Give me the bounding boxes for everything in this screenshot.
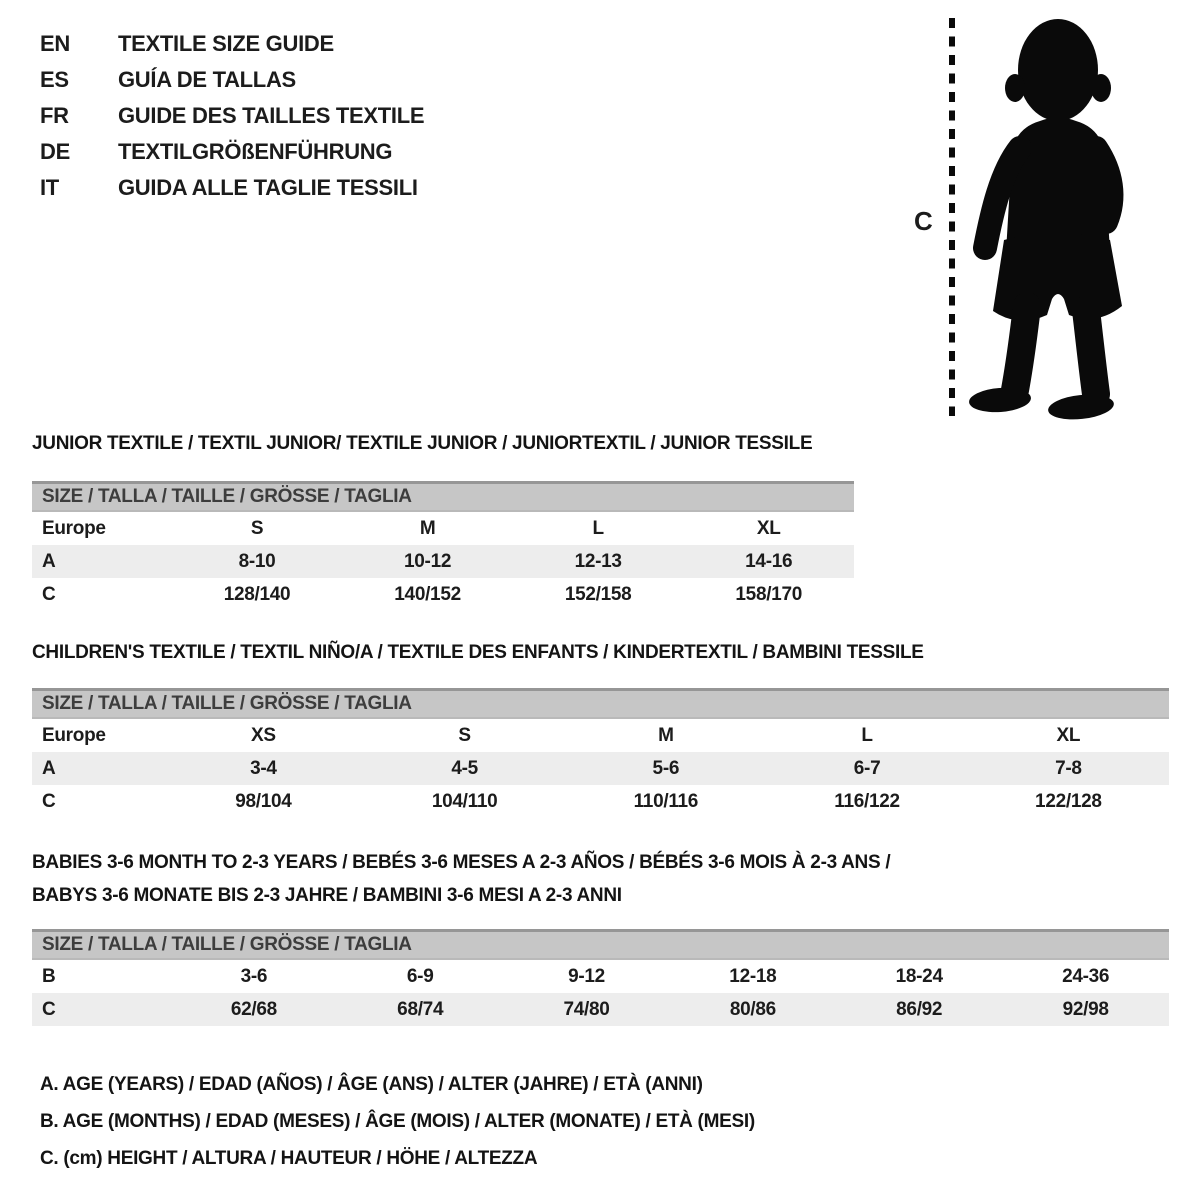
table-row-age-months [32,960,1169,993]
age-cell: 14-16 [683,545,854,578]
age-cell: 24-36 [1062,965,1110,987]
table-row-europe [32,719,1169,752]
legend-line-c: C. (cm) HEIGHT / ALTURA / HAUTEUR / HÖHE / ALTEZZA [40,1148,538,1169]
age-cell: 6-9 [406,965,434,987]
row-label: Europe [42,724,106,746]
table-row-europe [32,512,854,545]
age-cell: 5-6 [565,752,766,785]
age-cell: 3-6 [240,965,268,987]
height-cell: 140/152 [394,583,461,605]
language-row-it [40,170,424,206]
language-title: GUÍA DE TALLAS [118,67,296,92]
children-size-header-bar: SIZE / TALLA / TAILLE / GRÖSSE / TAGLIA [32,688,1169,719]
size-cell: S [250,517,264,539]
age-cell: 9-12 [568,965,605,987]
language-title: GUIDE DES TAILLES TEXTILE [118,103,425,128]
row-label: C [42,790,56,812]
height-cell: 152/158 [564,583,632,605]
height-cell: 98/104 [235,790,292,812]
babies-textile-section [32,846,1169,1026]
language-row-de [40,134,424,170]
babies-size-header-bar: SIZE / TALLA / TAILLE / GRÖSSE / TAGLIA [32,929,1169,960]
language-row-es [40,62,424,98]
height-cell: 110/116 [633,790,699,812]
age-cell: 4-5 [364,752,565,785]
toddler-silhouette-icon [900,0,1180,432]
language-code: FR [40,103,69,128]
height-cell: 86/92 [836,993,1002,1026]
size-cell: M [419,517,436,539]
height-cell: 128/140 [223,583,291,605]
language-title: TEXTILGRÖßENFÜHRUNG [118,139,393,164]
height-cell: 104/110 [431,790,498,812]
table-row-height [32,785,1169,818]
age-cell: 3-4 [163,752,364,785]
legend-line-a: A. AGE (YEARS) / EDAD (AÑOS) / ÂGE (ANS) / ALTER (JAHRE) / ETÀ (ANNI) [40,1074,703,1095]
language-title: GUIDA ALLE TAGLIE TESSILI [118,175,418,200]
height-line-label: C [914,206,933,236]
row-label: Europe [42,517,106,539]
legend-line-b: B. AGE (MONTHS) / EDAD (MESES) / ÂGE (MOIS) / ALTER (MONATE) / ETÀ (MESI) [40,1111,755,1132]
age-cell: 18-24 [895,965,943,987]
size-cell: XL [1056,724,1081,746]
language-code: DE [40,139,70,164]
size-cell: L [592,517,604,539]
children-section-title: CHILDREN'S TEXTILE / TEXTIL NIÑO/A / TEXTILE DES ENFANTS / KINDERTEXTIL / BAMBINI TESSILE [32,642,924,663]
babies-section-title-line2: BABYS 3-6 MONATE BIS 2-3 JAHRE / BAMBINI 3-6 MESI A 2-3 ANNI [32,885,622,906]
height-cell: 68/74 [337,993,503,1026]
language-code: EN [40,31,70,56]
babies-size-table [32,960,1169,1026]
row-label: C [42,583,56,605]
junior-section-title: JUNIOR TEXTILE / TEXTIL JUNIOR/ TEXTILE JUNIOR / JUNIORTEXTIL / JUNIOR TESSILE [32,433,813,454]
junior-size-table [32,512,854,611]
children-textile-section [32,642,1169,818]
height-cell: 116/122 [834,790,900,812]
language-title: TEXTILE SIZE GUIDE [118,31,334,56]
row-label: A [32,545,172,578]
age-cell: 7-8 [968,752,1169,785]
age-cell: 10-12 [342,545,513,578]
language-row-fr [40,98,424,134]
junior-size-header-bar: SIZE / TALLA / TAILLE / GRÖSSE / TAGLIA [32,481,854,512]
toddler-body [968,19,1122,422]
babies-section-title-line1: BABIES 3-6 MONTH TO 2-3 YEARS / BEBÉS 3-6 MESES A 2-3 AÑOS / BÉBÉS 3-6 MOIS À 2-3 ANS / [32,852,891,873]
age-cell: 6-7 [766,752,967,785]
size-cell: S [458,724,471,746]
junior-textile-section [32,433,854,611]
language-code: ES [40,67,69,92]
measurement-legend [40,1066,755,1177]
size-cell: M [658,724,674,746]
row-label: B [42,965,56,987]
size-cell: XL [756,517,781,539]
age-cell: 12-18 [729,965,777,987]
table-row-age [32,752,1169,785]
height-cell: 80/86 [670,993,836,1026]
language-row-en [40,26,424,62]
height-cell: 92/98 [1002,993,1169,1026]
height-cell: 74/80 [503,993,669,1026]
height-measure-figure [900,0,1180,432]
size-cell: L [861,724,873,746]
height-cell: 158/170 [735,583,802,605]
height-cell: 62/68 [171,993,337,1026]
language-code: IT [40,175,59,200]
age-cell: 8-10 [172,545,343,578]
children-size-table [32,719,1169,818]
size-cell: XS [250,724,276,746]
row-label: C [32,993,171,1026]
age-cell: 12-13 [513,545,684,578]
table-row-age [32,545,854,578]
language-title-block [40,26,424,206]
table-row-height [32,993,1169,1026]
height-cell: 122/128 [1035,790,1102,812]
table-row-height [32,578,854,611]
row-label: A [32,752,163,785]
